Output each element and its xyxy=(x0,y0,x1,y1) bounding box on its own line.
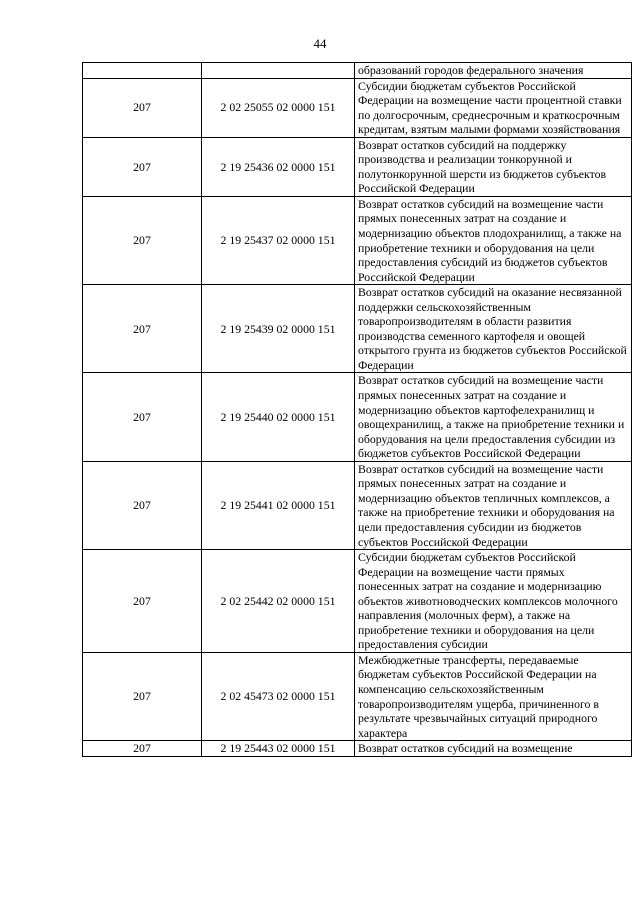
budget-code-cell: 2 19 25436 02 0000 151 xyxy=(202,137,355,196)
table-row xyxy=(83,741,632,757)
budget-code-cell: 2 02 45473 02 0000 151 xyxy=(202,652,355,740)
description-cell: Субсидии бюджетам субъектов Российской Федерации на возмещение части процентной ставки по долгосрочным, среднесрочным и краткосрочным кредитам, взятым малыми формами хозяйствования xyxy=(355,78,632,137)
table-row xyxy=(83,550,632,653)
admin-code-cell: 207 xyxy=(83,78,202,137)
admin-code-cell: 207 xyxy=(83,550,202,653)
description-cell: Возврат остатков субсидий на возмещение части прямых понесенных затрат на создание и модернизацию объектов плодохранилищ, а также на приобретение техники и оборудования на цели предоставления субсидий из бюджетов субъектов Российской Федерации xyxy=(355,196,632,284)
budget-code-cell: 2 02 25055 02 0000 151 xyxy=(202,78,355,137)
description-cell: Возврат остатков субсидий на оказание несвязанной поддержки сельскохозяйственным товаропроизводителям в области развития производства семенного картофеля и овощей открытого грунта из бюджетов субъектов Российской Федерации xyxy=(355,285,632,373)
table-row xyxy=(83,373,632,461)
table-row xyxy=(83,137,632,196)
description-cell: Субсидии бюджетам субъектов Российской Федерации на возмещение части прямых понесенных затрат на создание и модернизацию объектов животноводческих комплексов молочного направления (молочных ферм), а также на приобретение техники и оборудования на цели предоставления субсидии xyxy=(355,550,632,653)
table-row xyxy=(83,196,632,284)
admin-code-cell: 207 xyxy=(83,285,202,373)
admin-code-cell: 207 xyxy=(83,741,202,757)
budget-code-cell: 2 19 25443 02 0000 151 xyxy=(202,741,355,757)
admin-code-cell: 207 xyxy=(83,373,202,461)
page-number: 44 xyxy=(313,36,327,51)
table-row xyxy=(83,78,632,137)
budget-code-cell: 2 19 25439 02 0000 151 xyxy=(202,285,355,373)
admin-code-cell xyxy=(83,63,202,79)
table-row xyxy=(83,461,632,549)
description-cell: Возврат остатков субсидий на возмещение части прямых понесенных затрат на создание и модернизацию объектов картофелехранилищ и овощехранилищ, а также на приобретение техники и оборудования на цели предоставления субсидии из бюджетов субъектов Российской Федерации xyxy=(355,373,632,461)
table-row xyxy=(83,63,632,79)
description-cell: образований городов федерального значения xyxy=(355,63,632,79)
description-cell: Возврат остатков субсидий на возмещение части прямых понесенных затрат на создание и модернизацию объектов тепличных комплексов, а также на приобретение техники и оборудования на цели предоставления субсидии из бюджетов субъектов Российской Федерации xyxy=(355,461,632,549)
admin-code-cell: 207 xyxy=(83,461,202,549)
table-row xyxy=(83,652,632,740)
admin-code-cell: 207 xyxy=(83,652,202,740)
description-cell: Возврат остатков субсидий на возмещение xyxy=(355,741,632,757)
budget-code-cell: 2 19 25441 02 0000 151 xyxy=(202,461,355,549)
description-cell: Межбюджетные трансферты, передаваемые бюджетам субъектов Российской Федерации на компенсацию сельскохозяйственным товаропроизводителям ущерба, причиненного в результате чрезвычайных ситуаций природного характера xyxy=(355,652,632,740)
budget-code-cell: 2 19 25437 02 0000 151 xyxy=(202,196,355,284)
description-cell: Возврат остатков субсидий на поддержку производства и реализации тонкорунной и полутонкорунной шерсти из бюджетов субъектов Российской Федерации xyxy=(355,137,632,196)
admin-code-cell: 207 xyxy=(83,137,202,196)
budget-code-cell: 2 02 25442 02 0000 151 xyxy=(202,550,355,653)
budget-code-cell xyxy=(202,63,355,79)
table-row xyxy=(83,285,632,373)
budget-code-cell: 2 19 25440 02 0000 151 xyxy=(202,373,355,461)
admin-code-cell: 207 xyxy=(83,196,202,284)
budget-classification-table xyxy=(82,62,632,757)
